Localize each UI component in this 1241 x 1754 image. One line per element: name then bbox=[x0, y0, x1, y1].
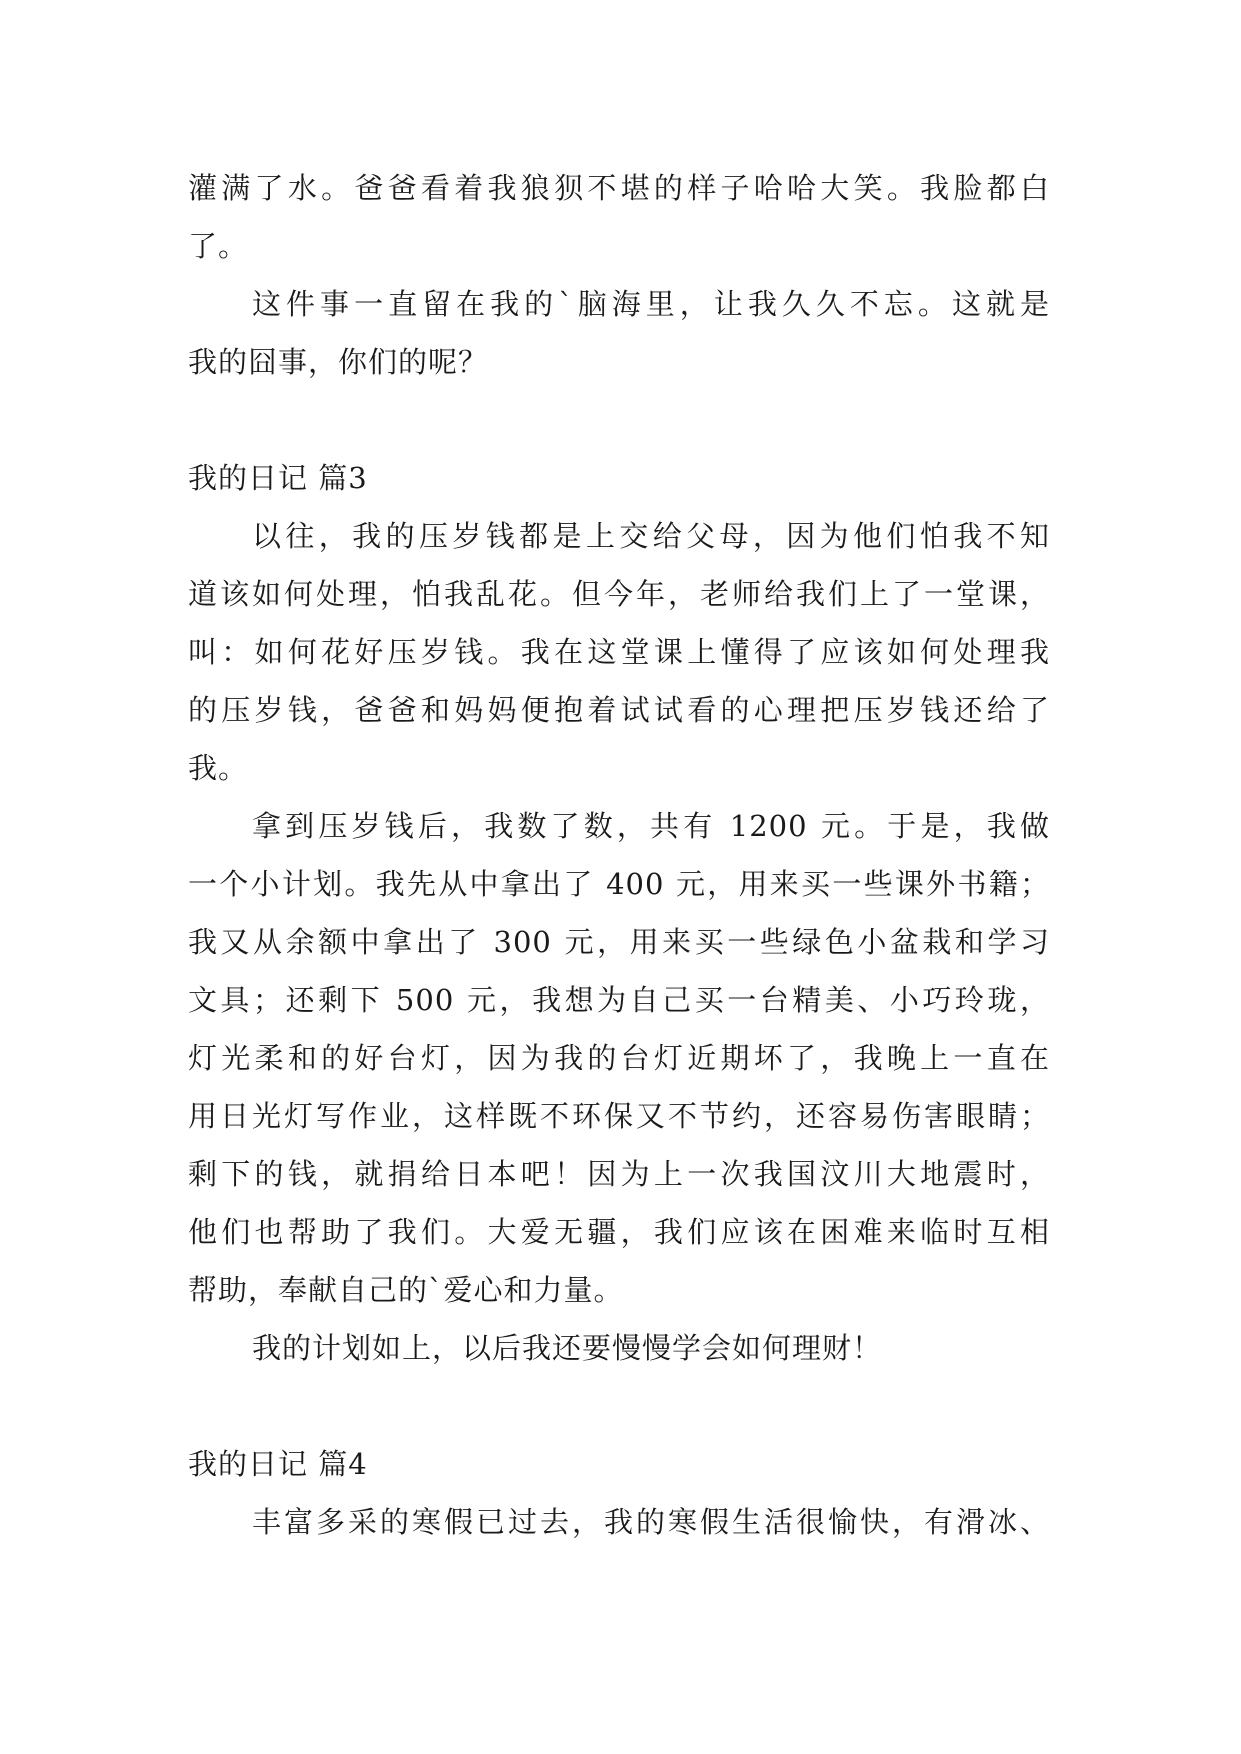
paragraph bbox=[188, 797, 1050, 1319]
text-line: 灯光柔和的好台灯，因为我的台灯近期坏了，我晚上一直在 bbox=[188, 1041, 1050, 1075]
text-line: 帮助，奉献自己的`爱心和力量。 bbox=[188, 1273, 624, 1307]
text-line: 丰富多采的寒假已过去，我的寒假生活很愉快，有滑冰、 bbox=[252, 1505, 1050, 1539]
text-line: 叫：如何花好压岁钱。我在这堂课上懂得了应该如何处理我 bbox=[188, 635, 1050, 669]
text-line: 的压岁钱，爸爸和妈妈便抱着试试看的心理把压岁钱还给了 bbox=[188, 693, 1050, 727]
paragraph bbox=[188, 159, 1050, 275]
section-heading: 我的日记 篇3 bbox=[188, 461, 368, 495]
text-line: 一个小计划。我先从中拿出了 400 元，用来买一些课外书籍； bbox=[188, 867, 1050, 901]
paragraph bbox=[188, 275, 1050, 391]
text-line: 我。 bbox=[188, 751, 249, 785]
text-line: 文具；还剩下 500 元，我想为自己买一台精美、小巧玲珑， bbox=[188, 983, 1050, 1017]
text-line: 道该如何处理，怕我乱花。但今年，老师给我们上了一堂课， bbox=[188, 577, 1050, 611]
text-line: 用日光灯写作业，这样既不环保又不节约，还容易伤害眼睛； bbox=[188, 1099, 1050, 1133]
paragraph bbox=[188, 1493, 1050, 1551]
text-line: 剩下的钱，就捐给日本吧！因为上一次我国汶川大地震时， bbox=[188, 1157, 1050, 1191]
text-line: 灌满了水。爸爸看着我狼狈不堪的样子哈哈大笑。我脸都白 bbox=[188, 171, 1050, 205]
text-line: 以往，我的压岁钱都是上交给父母，因为他们怕我不知 bbox=[252, 519, 1050, 553]
section-heading: 我的日记 篇4 bbox=[188, 1447, 368, 1481]
text-line: 这件事一直留在我的`脑海里，让我久久不忘。这就是 bbox=[252, 287, 1050, 321]
text-line: 我又从余额中拿出了 300 元，用来买一些绿色小盆栽和学习 bbox=[188, 925, 1050, 959]
paragraph bbox=[188, 507, 1050, 797]
paragraph bbox=[188, 1319, 1050, 1377]
text-line: 我的计划如上，以后我还要慢慢学会如何理财！ bbox=[252, 1331, 883, 1365]
text-line: 了。 bbox=[188, 229, 249, 263]
document-body bbox=[188, 159, 1050, 1551]
text-line: 他们也帮助了我们。大爱无疆，我们应该在困难来临时互相 bbox=[188, 1215, 1050, 1249]
text-line: 拿到压岁钱后，我数了数，共有 1200 元。于是，我做 bbox=[252, 809, 1050, 843]
text-line: 我的囧事，你们的呢？ bbox=[188, 345, 489, 379]
